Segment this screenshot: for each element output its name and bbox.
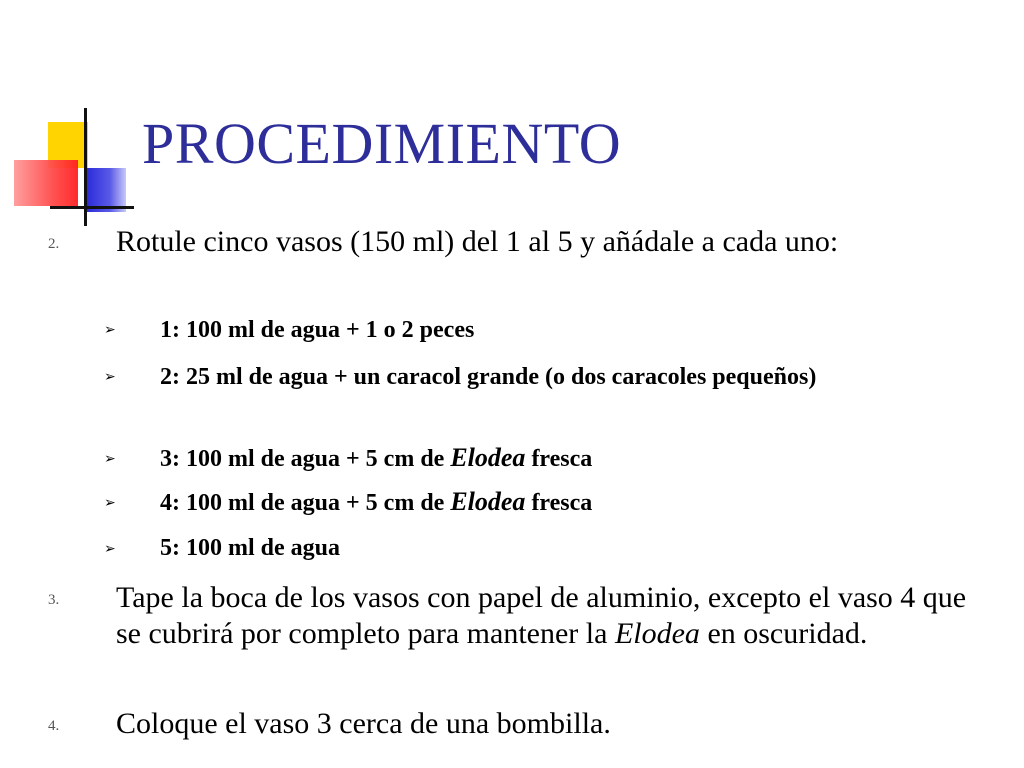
arrow-bullet-icon: ➢ bbox=[104, 322, 116, 338]
species-name: Elodea bbox=[450, 443, 526, 472]
arrow-bullet-icon: ➢ bbox=[104, 369, 116, 385]
species-name: Elodea bbox=[450, 487, 526, 516]
item-text bbox=[116, 580, 986, 652]
arrow-bullet-icon: ➢ bbox=[104, 541, 116, 557]
sub-item-text-part: fresca bbox=[525, 490, 593, 516]
item-text: Coloque el vaso 3 cerca de una bombilla. bbox=[116, 707, 611, 740]
sub-item-text: 5: 100 ml de agua bbox=[160, 535, 340, 561]
item-text-part: Tape la boca de los vasos con papel de aluminio, excepto el vaso 4 que se cubrirá por completo para mantener la bbox=[116, 581, 967, 650]
item-number: 3. bbox=[48, 592, 60, 608]
sub-item-text: 1: 100 ml de agua + 1 o 2 peces bbox=[160, 317, 475, 343]
species-name: Elodea bbox=[614, 617, 700, 650]
sub-item-text bbox=[160, 442, 990, 475]
item-text: Rotule cinco vasos (150 ml) del 1 al 5 y añádale a cada uno: bbox=[116, 225, 839, 258]
sub-item-text: 2: 25 ml de agua + un caracol grande (o dos caracoles pequeños) bbox=[160, 364, 817, 390]
arrow-bullet-icon: ➢ bbox=[104, 451, 116, 467]
sub-item-text bbox=[160, 486, 990, 519]
item-number: 2. bbox=[48, 236, 60, 252]
sub-item-text-part: fresca bbox=[525, 446, 593, 472]
arrow-bullet-icon: ➢ bbox=[104, 495, 116, 511]
sub-item-text-part: 3: 100 ml de agua + 5 cm de bbox=[160, 446, 451, 472]
sub-item-text-part: 4: 100 ml de agua + 5 cm de bbox=[160, 490, 451, 516]
item-number: 4. bbox=[48, 718, 60, 734]
item-text-part: en oscuridad. bbox=[699, 617, 868, 650]
slide-title: PROCEDIMIENTO bbox=[142, 111, 622, 176]
